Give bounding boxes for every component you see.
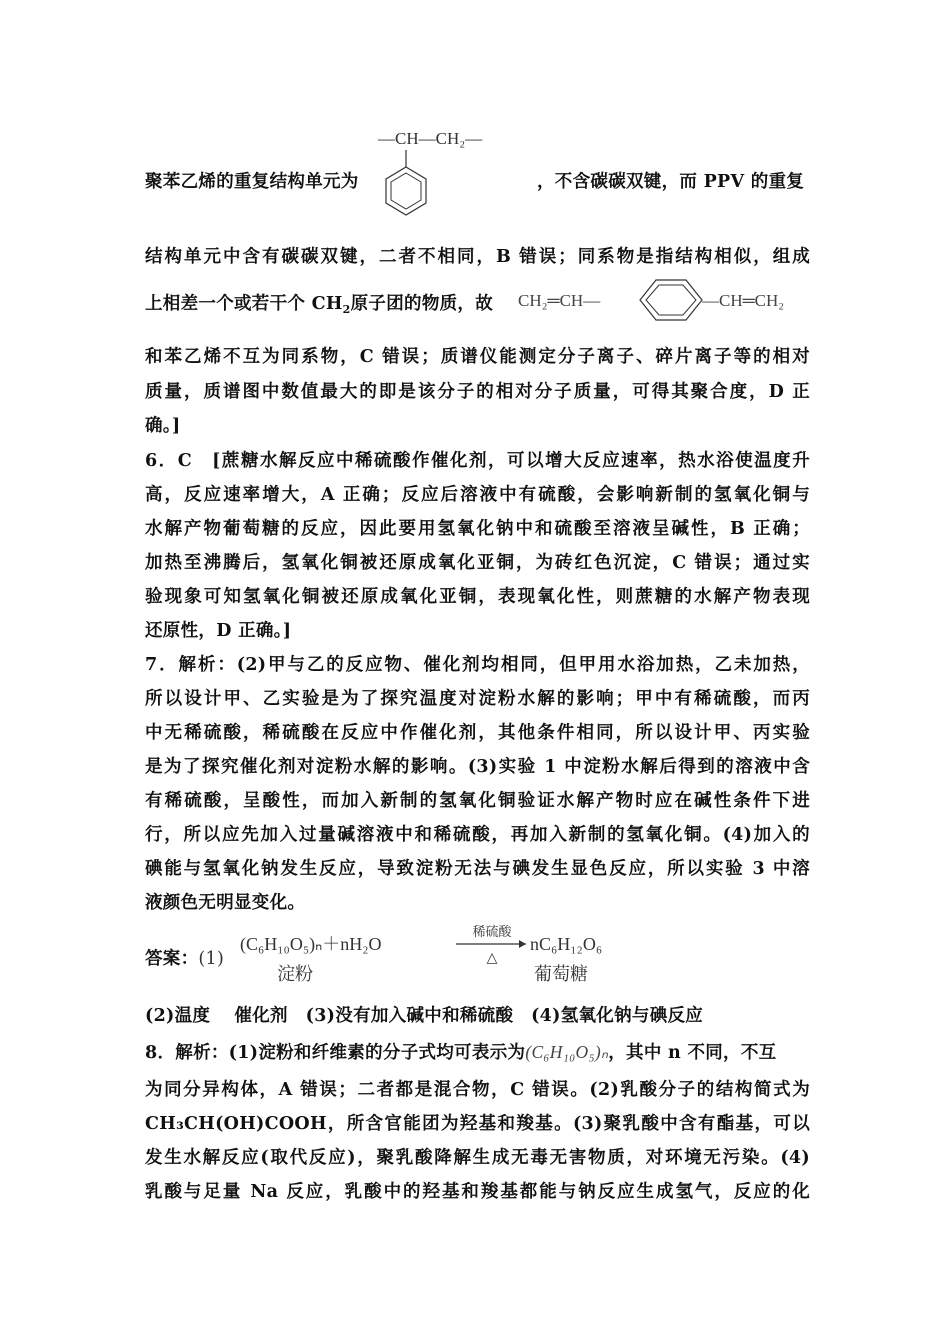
q7-line: 行，所以应先加入过量碱溶液中和稀硫酸，再加入新制的氢氧化铜。(4)加入的: [145, 825, 810, 845]
q7-line: 所以设计甲、乙实验是为了探究温度对淀粉水解的影响；甲中有稀硫酸，而丙: [145, 689, 810, 709]
equation-condition-bottom: △: [486, 951, 498, 966]
para1-line2: 结构单元中含有碳碳双键，二者不相同，B 错误；同系物是指结构相似，组成: [145, 247, 810, 267]
equation-svg: [240, 922, 630, 992]
q7-line: 是为了探究催化剂对淀粉水解的影响。(3)实验 1 中淀粉水解后得到的溶液中含: [145, 757, 810, 777]
q8-line: 为同分异构体，A 错误；二者都是混合物，C 错误。(2)乳酸分子的结构简式为: [145, 1080, 810, 1100]
q7-line: 中无稀硫酸，稀硫酸在反应中作催化剂，其他条件相同，所以设计甲、丙实验: [145, 723, 810, 743]
q8-line: 发生水解反应(取代反应)，聚乳酸降解生成无毒无害物质，对环境无污染。(4): [145, 1148, 810, 1168]
mol-right: —CH═CH₂: [702, 291, 785, 310]
para1-line1-b: ，不含碳碳双键，而 PPV 的重复: [537, 172, 805, 192]
para1-line4: 和苯乙烯不互为同系物，C 错误；质谱仪能测定分子离子、碎片离子等的相对: [145, 347, 810, 367]
q7-line: 碘能与氢氧化钠发生反应，导致淀粉无法与碘发生显色反应，所以实验 3 中溶: [145, 859, 810, 879]
q6-line: 加热至沸腾后，氢氧化铜被还原成氧化亚铜，为砖红色沉淀，C 错误；通过实: [145, 553, 810, 573]
para1-line5: 质量，质谱图中数值最大的即是该分子的相对分子质量，可得其聚合度，D 正: [145, 382, 810, 402]
q7-line: 有稀硫酸，呈酸性，而加入新制的氢氧化铜验证水解产物时应在碱性条件下进: [145, 791, 810, 811]
answer-line2: (2)温度 催化剂 (3)没有加入碱中和稀硫酸 (4)氢氧化钠与碘反应: [145, 1006, 704, 1026]
para1-line3-a: 上相差一个或若干个 CH: [145, 294, 343, 314]
reactant-name: 淀粉: [277, 964, 313, 984]
equation-reactant: (C₆H₁₀O₅)ₙ＋nH₂O: [240, 934, 382, 954]
styrene-top-text: —CH—CH₂—: [378, 129, 483, 148]
para1-line3-b: 原子团的物质，故: [350, 294, 494, 314]
q6-line: 水解产物葡萄糖的反应，因此要用氢氧化钠中和硫酸至溶液呈碱性，B 正确；: [145, 519, 810, 539]
para1-line6: 确。]: [145, 416, 181, 436]
q8-line1-b: ，其中 n 不同，不互: [608, 1043, 777, 1063]
hydrolysis-equation: [240, 922, 630, 992]
equation-product: nC₆H₁₂O₆: [530, 934, 603, 954]
divinylbenzene-structure: [518, 275, 808, 325]
answer-label: 答案：: [145, 949, 199, 969]
divinylbenzene-svg: [518, 275, 808, 325]
q8-line: CH₃CH(OH)COOH，所含官能团为羟基和羧基。(3)聚乳酸中含有酯基，可以: [145, 1114, 810, 1134]
answer-num: (1): [198, 949, 225, 969]
q8-formula: (C₆H₁₀O₅)ₙ: [525, 1042, 609, 1062]
q8-line1-a: 8．解析：(1)淀粉和纤维素的分子式均可表示为: [145, 1043, 526, 1063]
product-name: 葡萄糖: [534, 964, 588, 984]
q8-line1: [145, 1039, 810, 1064]
q6-line: 验现象可知氢氧化铜被还原成氧化亚铜，表现氧化性，则蔗糖的水解产物表现: [145, 587, 810, 607]
equation-condition-top: 稀硫酸: [472, 924, 512, 939]
answer-label-row: [145, 945, 235, 970]
q7-line: 液颜色无明显变化。: [145, 893, 306, 913]
q8-line: 乳酸与足量 Na 反应，乳酸中的羟基和羧基都能与钠反应生成氢气，反应的化: [145, 1182, 810, 1202]
para1-line1-a: 聚苯乙烯的重复结构单元为: [145, 172, 359, 192]
q7-line: 7．解析：(2)甲与乙的反应物、催化剂均相同，但甲用水浴加热，乙未加热，: [145, 655, 810, 675]
q6-line: 还原性，D 正确。]: [145, 621, 292, 641]
q6-line: 高，反应速率增大，A 正确；反应后溶液中有硫酸，会影响新制的氢氧化铜与: [145, 485, 810, 505]
q6-line: 6．C [蔗糖水解反应中稀硫酸作催化剂，可以增大反应速率，热水浴使温度升: [145, 451, 810, 471]
ch2-subscript: 2: [342, 303, 351, 316]
mol-left: CH₂═CH—: [518, 291, 601, 310]
para1-line1: [145, 168, 810, 193]
